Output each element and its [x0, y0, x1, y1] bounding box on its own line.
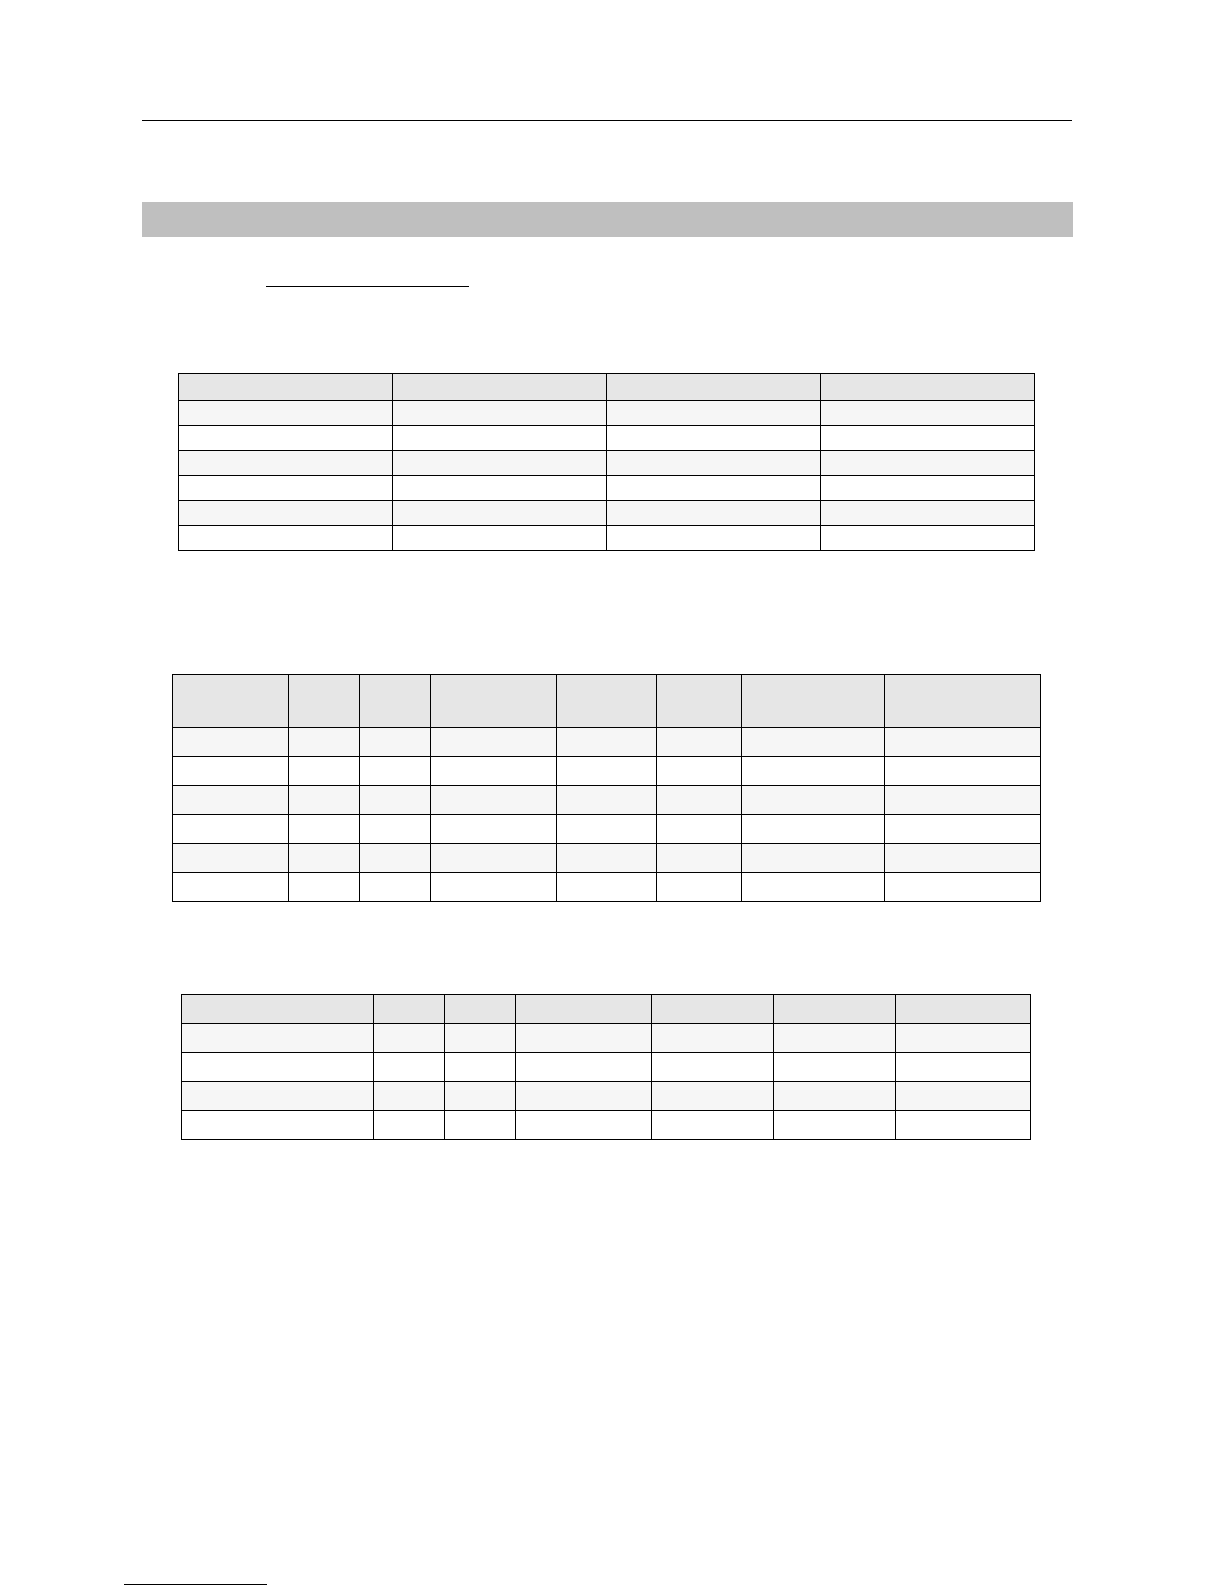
table-cell — [173, 757, 289, 786]
table-cell — [821, 451, 1035, 476]
table-2-header-cell — [657, 675, 742, 728]
table-cell — [821, 401, 1035, 426]
table-cell — [742, 873, 885, 902]
table-cell — [607, 476, 821, 501]
table-3-header-cell — [374, 995, 445, 1024]
table-row — [179, 401, 1035, 426]
section-heading-bar — [142, 202, 1073, 237]
table-3-header-cell — [896, 995, 1031, 1024]
table-row — [173, 728, 1041, 757]
table-cell — [774, 1082, 896, 1111]
table-cell — [657, 728, 742, 757]
table-cell — [557, 728, 657, 757]
table-cell — [885, 786, 1041, 815]
table-cell — [445, 1082, 516, 1111]
table-cell — [774, 1111, 896, 1140]
table-cell — [607, 526, 821, 551]
table-cell — [289, 786, 360, 815]
table-cell — [374, 1111, 445, 1140]
table-cell — [896, 1053, 1031, 1082]
table-cell — [182, 1082, 374, 1111]
table-3-header-cell — [445, 995, 516, 1024]
table-cell — [607, 401, 821, 426]
table-cell — [360, 728, 431, 757]
table-cell — [179, 476, 393, 501]
table-cell — [657, 844, 742, 873]
table-cell — [885, 844, 1041, 873]
table-cell — [179, 426, 393, 451]
table-row — [182, 1053, 1031, 1082]
table-cell — [289, 728, 360, 757]
table-cell — [885, 728, 1041, 757]
table-cell — [374, 1053, 445, 1082]
table-1-header-cell — [393, 374, 607, 401]
table-2-header-cell — [173, 675, 289, 728]
table-cell — [393, 451, 607, 476]
table-cell — [182, 1111, 374, 1140]
header-rule — [142, 120, 1072, 121]
table-cell — [360, 815, 431, 844]
table-cell — [607, 426, 821, 451]
table-2-header-cell — [557, 675, 657, 728]
table-cell — [742, 786, 885, 815]
table-cell — [431, 815, 557, 844]
table-cell — [393, 426, 607, 451]
table-cell — [179, 526, 393, 551]
table-cell — [173, 728, 289, 757]
table-cell — [821, 501, 1035, 526]
table-cell — [173, 786, 289, 815]
table-2-header-cell — [885, 675, 1041, 728]
table-row — [173, 757, 1041, 786]
table-cell — [607, 501, 821, 526]
table-2-header-cell — [360, 675, 431, 728]
table-cell — [516, 1053, 652, 1082]
table-cell — [557, 844, 657, 873]
table-1-header-cell — [179, 374, 393, 401]
table-3-header-cell — [652, 995, 774, 1024]
table-2-header-cell — [431, 675, 557, 728]
table-cell — [374, 1082, 445, 1111]
table-cell — [742, 757, 885, 786]
table-cell — [652, 1082, 774, 1111]
table-cell — [431, 873, 557, 902]
table-row — [179, 501, 1035, 526]
table-cell — [289, 815, 360, 844]
table-cell — [885, 757, 1041, 786]
table-cell — [445, 1111, 516, 1140]
table-cell — [431, 728, 557, 757]
table-cell — [431, 786, 557, 815]
table-cell — [179, 451, 393, 476]
table-cell — [516, 1024, 652, 1053]
table-cell — [516, 1082, 652, 1111]
table-row — [182, 1024, 1031, 1053]
table-cell — [742, 815, 885, 844]
table-row — [173, 786, 1041, 815]
table-row — [173, 873, 1041, 902]
table-cell — [360, 757, 431, 786]
table-3-header-cell — [182, 995, 374, 1024]
table-cell — [431, 757, 557, 786]
table-cell — [393, 526, 607, 551]
table-cell — [182, 1053, 374, 1082]
table-cell — [431, 844, 557, 873]
table-cell — [652, 1053, 774, 1082]
table-cell — [289, 873, 360, 902]
table-cell — [393, 476, 607, 501]
table-cell — [885, 815, 1041, 844]
table-cell — [360, 844, 431, 873]
table-cell — [657, 786, 742, 815]
table-2-header-cell — [289, 675, 360, 728]
table-cell — [896, 1082, 1031, 1111]
table-3-header-cell — [516, 995, 652, 1024]
table-row — [179, 426, 1035, 451]
table-cell — [652, 1024, 774, 1053]
table-cell — [289, 757, 360, 786]
table-2 — [172, 674, 1041, 902]
table-cell — [374, 1024, 445, 1053]
table-cell — [821, 426, 1035, 451]
table-cell — [885, 873, 1041, 902]
table-1-header-cell — [821, 374, 1035, 401]
table-cell — [182, 1024, 374, 1053]
table-cell — [557, 786, 657, 815]
table-cell — [173, 844, 289, 873]
table-cell — [360, 786, 431, 815]
table-cell — [445, 1024, 516, 1053]
table-cell — [557, 873, 657, 902]
table-cell — [557, 815, 657, 844]
table-cell — [821, 476, 1035, 501]
table-cell — [896, 1111, 1031, 1140]
table-1 — [178, 373, 1035, 551]
table-row — [173, 815, 1041, 844]
table-cell — [173, 815, 289, 844]
table-cell — [657, 815, 742, 844]
table-cell — [173, 873, 289, 902]
table-cell — [742, 844, 885, 873]
table-row — [179, 476, 1035, 501]
subheading-link[interactable] — [266, 286, 469, 287]
table-row — [182, 1111, 1031, 1140]
table-cell — [557, 757, 657, 786]
table-cell — [657, 757, 742, 786]
table-row — [179, 526, 1035, 551]
table-row — [179, 451, 1035, 476]
table-cell — [445, 1053, 516, 1082]
table-3 — [181, 994, 1031, 1140]
table-cell — [742, 728, 885, 757]
table-cell — [821, 526, 1035, 551]
table-row — [182, 1082, 1031, 1111]
table-cell — [179, 401, 393, 426]
table-cell — [179, 501, 393, 526]
table-row — [173, 844, 1041, 873]
table-cell — [393, 501, 607, 526]
table-cell — [774, 1053, 896, 1082]
table-cell — [774, 1024, 896, 1053]
table-cell — [289, 844, 360, 873]
table-2-header-cell — [742, 675, 885, 728]
table-cell — [896, 1024, 1031, 1053]
table-cell — [516, 1111, 652, 1140]
table-cell — [652, 1111, 774, 1140]
table-1-header-cell — [607, 374, 821, 401]
table-cell — [360, 873, 431, 902]
table-cell — [607, 451, 821, 476]
table-3-header-cell — [774, 995, 896, 1024]
table-cell — [657, 873, 742, 902]
table-cell — [393, 401, 607, 426]
